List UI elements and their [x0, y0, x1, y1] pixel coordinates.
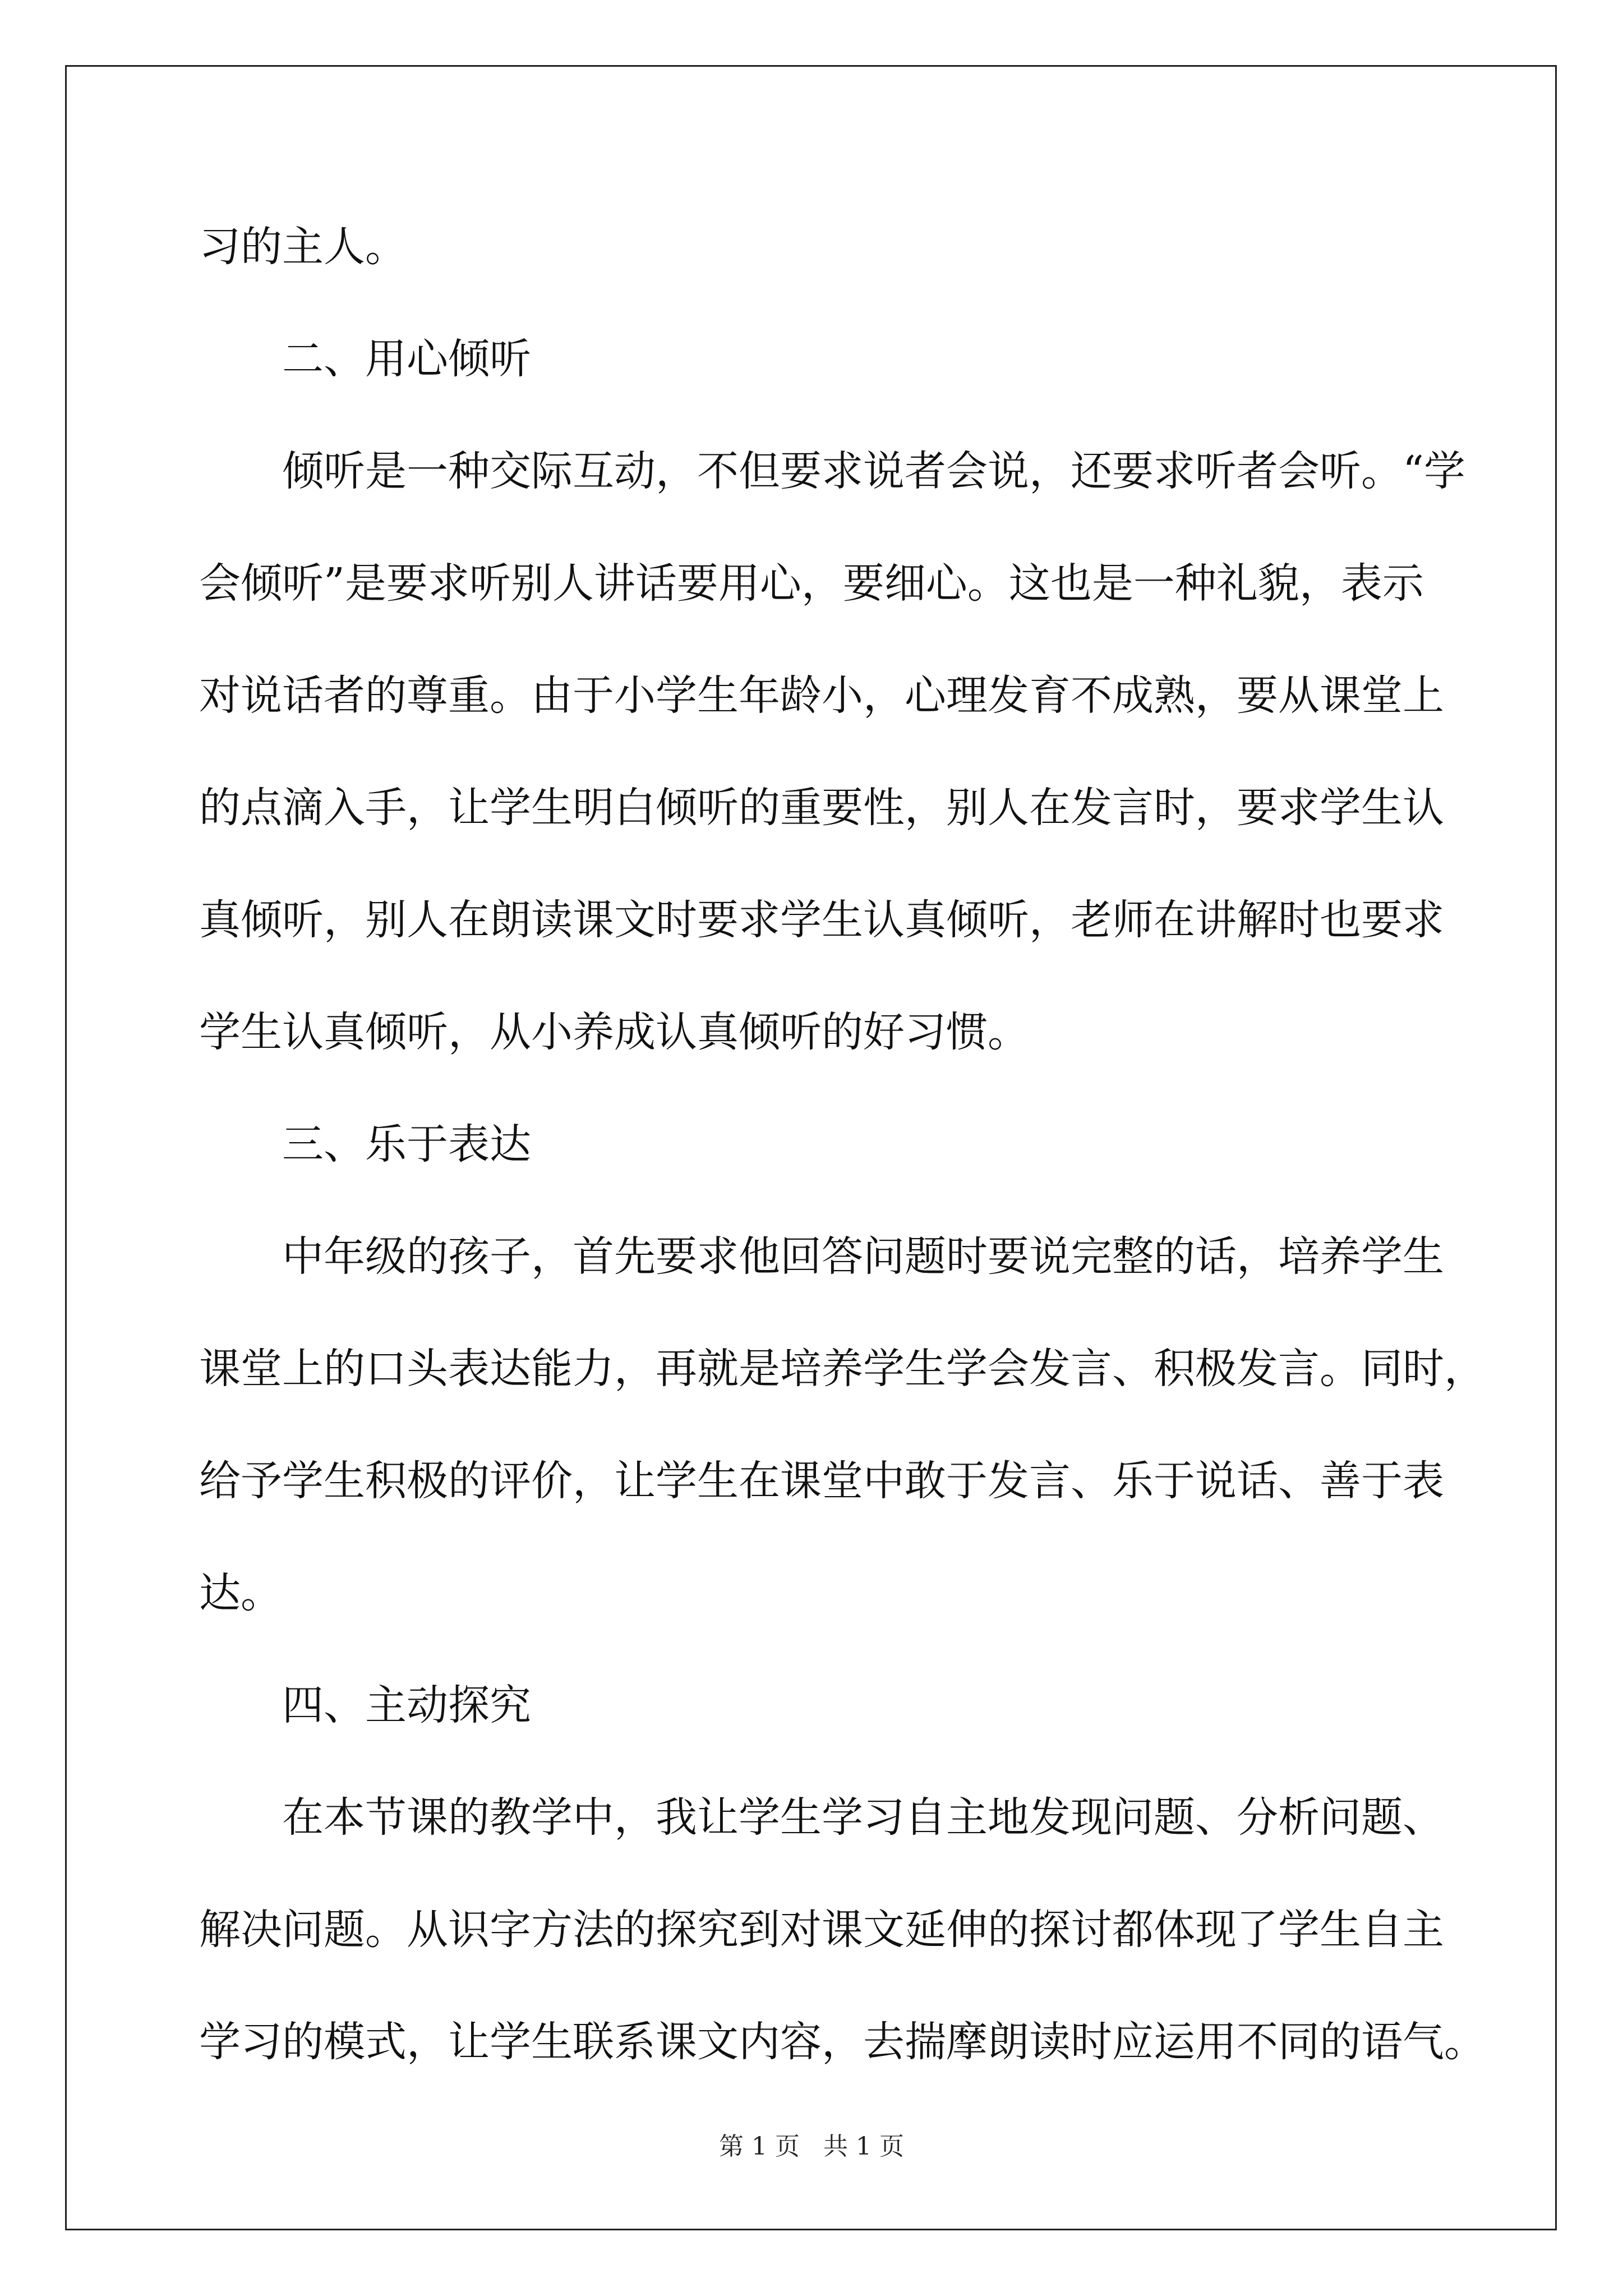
text-line: 习的主人。 — [199, 223, 407, 271]
text-line: 学习的模式，让学生联系课文内容，去揣摩朗读时应运用不同的语气。 — [199, 2018, 1486, 2066]
text-line: 解决问题。从识字方法的探究到对课文延伸的探讨都体现了学生自主 — [199, 1906, 1444, 1954]
document-body — [199, 202, 1486, 2109]
text-line: 的点滴入手，让学生明白倾听的重要性，别人在发言时，要求学生认 — [199, 784, 1444, 832]
text-line: 中年级的孩子，首先要求他回答问题时要说完整的话，培养学生 — [282, 1232, 1444, 1281]
text-line: 在本节课的教学中，我让学生学习自主地发现问题、分析问题、 — [282, 1793, 1444, 1842]
text-line: 倾听是一种交际互动，不但要求说者会说，还要求听者会听。“学 — [282, 447, 1465, 495]
page-number-footer: 第 1 页 共 1 页 — [719, 2132, 904, 2161]
text-line: 真倾听，别人在朗读课文时要求学生认真倾听，老师在讲解时也要求 — [199, 896, 1444, 944]
text-line: 达。 — [199, 1569, 282, 1617]
section-heading: 三、乐于表达 — [282, 1120, 531, 1168]
text-line: 学生认真倾听，从小养成认真倾听的好习惯。 — [199, 1008, 1029, 1056]
text-line: 对说话者的尊重。由于小学生年龄小，心理发育不成熟，要从课堂上 — [199, 671, 1444, 720]
text-line: 会倾听”是要求听别人讲话要用心，要细心。这也是一种礼貌，表示 — [199, 559, 1424, 608]
section-heading: 二、用心倾听 — [282, 335, 531, 383]
text-line: 课堂上的口头表达能力，再就是培养学生学会发言、积极发言。同时， — [199, 1345, 1486, 1393]
section-heading: 四、主动探究 — [282, 1681, 531, 1729]
text-line: 给予学生积极的评价，让学生在课堂中敢于发言、乐于说话、善于表 — [199, 1457, 1444, 1505]
